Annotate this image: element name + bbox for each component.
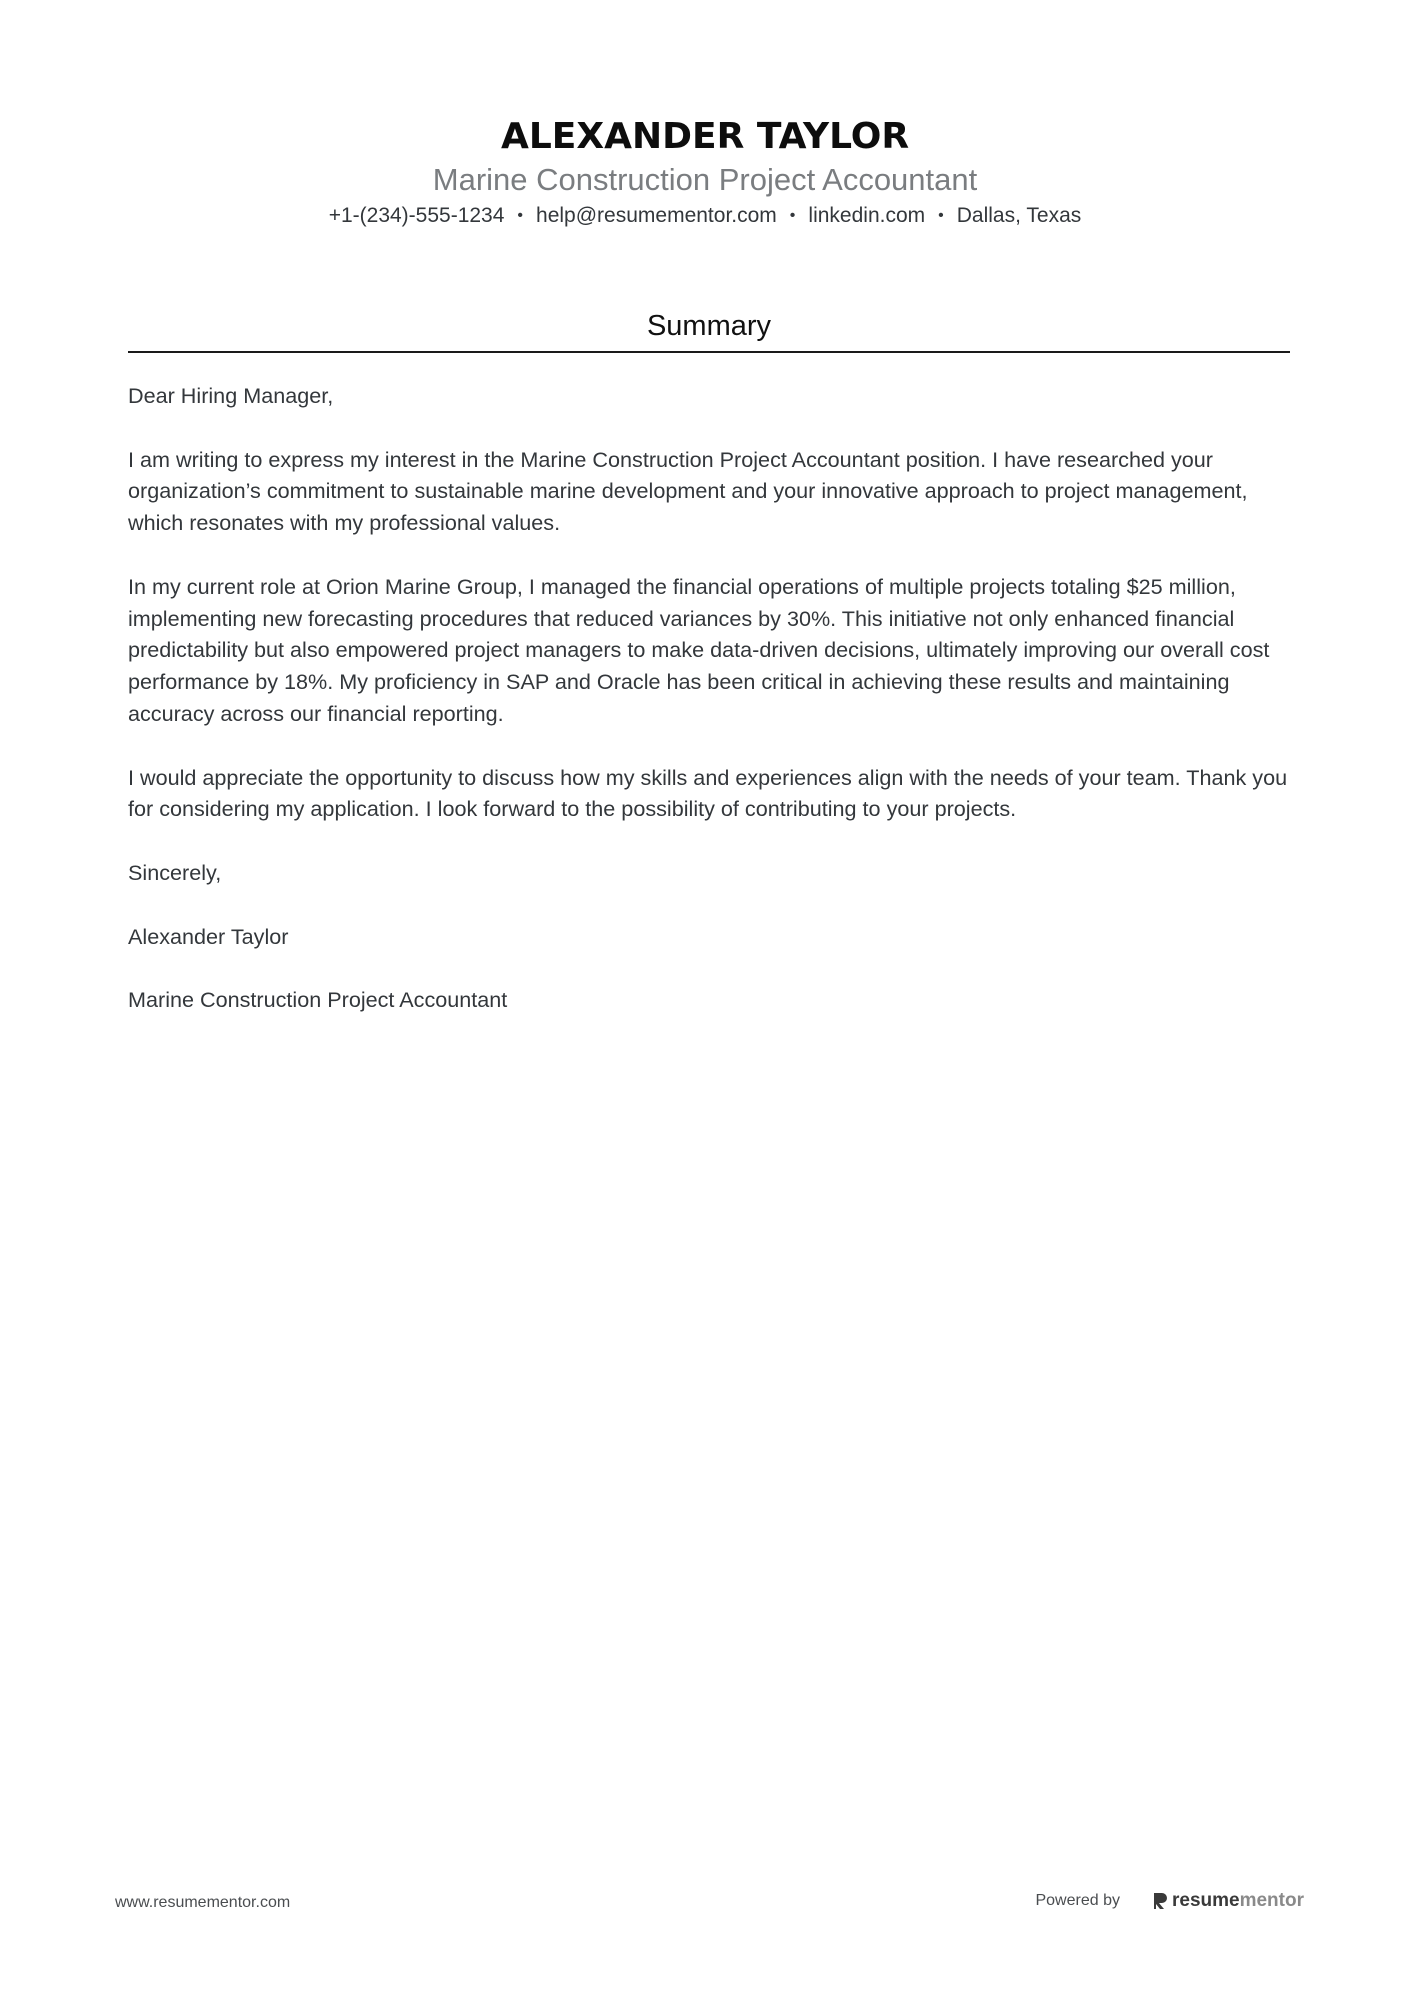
bullet-separator: • [789, 207, 796, 224]
signature-title: Marine Construction Project Accountant [128, 987, 508, 1013]
letter-paragraph: I would appreciate the opportunity to discuss how my skills and experiences align with the needs of your team. Thank you for considering my application. I look forward to the possibility of contributing to your projects. [128, 764, 1288, 822]
footer-branding [1035, 1890, 1304, 1912]
section-divider [128, 351, 1290, 353]
brand-logo[interactable] [1152, 1890, 1304, 1912]
signature-name: Alexander Taylor [128, 923, 289, 949]
powered-by-label: Powered by [1035, 1892, 1120, 1909]
letter-body [128, 380, 1293, 1048]
header [0, 112, 1410, 234]
section-title: Summary [646, 310, 772, 342]
brand-name-part1: resume [1171, 1890, 1240, 1911]
contact-email[interactable]: help@resumementor.com [536, 204, 777, 227]
contact-location: Dallas, Texas [956, 204, 1082, 227]
contact-line [0, 200, 1410, 234]
resumementor-logo-icon [1152, 1891, 1168, 1911]
closing: Sincerely, [128, 859, 222, 885]
brand-name-part2: mentor [1239, 1890, 1304, 1911]
letter-paragraph: I am writing to express my interest in the Marine Construction Project Accountant position. I have researched your organization’s commitment to sustainable marine development and your innovative approach to project management, which resonates with my professional values. [128, 446, 1248, 536]
bullet-separator: • [517, 207, 524, 224]
contact-phone: +1-(234)-555-1234 [328, 204, 505, 227]
bullet-separator: • [938, 207, 944, 224]
salutation: Dear Hiring Manager, [128, 383, 334, 408]
footer-website[interactable]: www.resumementor.com [115, 1894, 291, 1911]
contact-linkedin[interactable]: linkedin.com [808, 204, 926, 227]
candidate-name: ALEXANDER TAYLOR [500, 116, 910, 157]
candidate-role: Marine Construction Project Accountant [432, 162, 978, 197]
letter-paragraph: In my current role at Orion Marine Group, I managed the financial operations of multiple projects totaling $25 million, implementing new forecasting procedures that reduced variances by 30%. This initiative not only enhanced financial predictability but also empowered project managers to make data-driven decisions, ultimately improving our overall cost performance by 18%. My proficiency in SAP and Oracle has been critical in achieving these results and maintaining accuracy across our financial reporting. [128, 573, 1270, 726]
